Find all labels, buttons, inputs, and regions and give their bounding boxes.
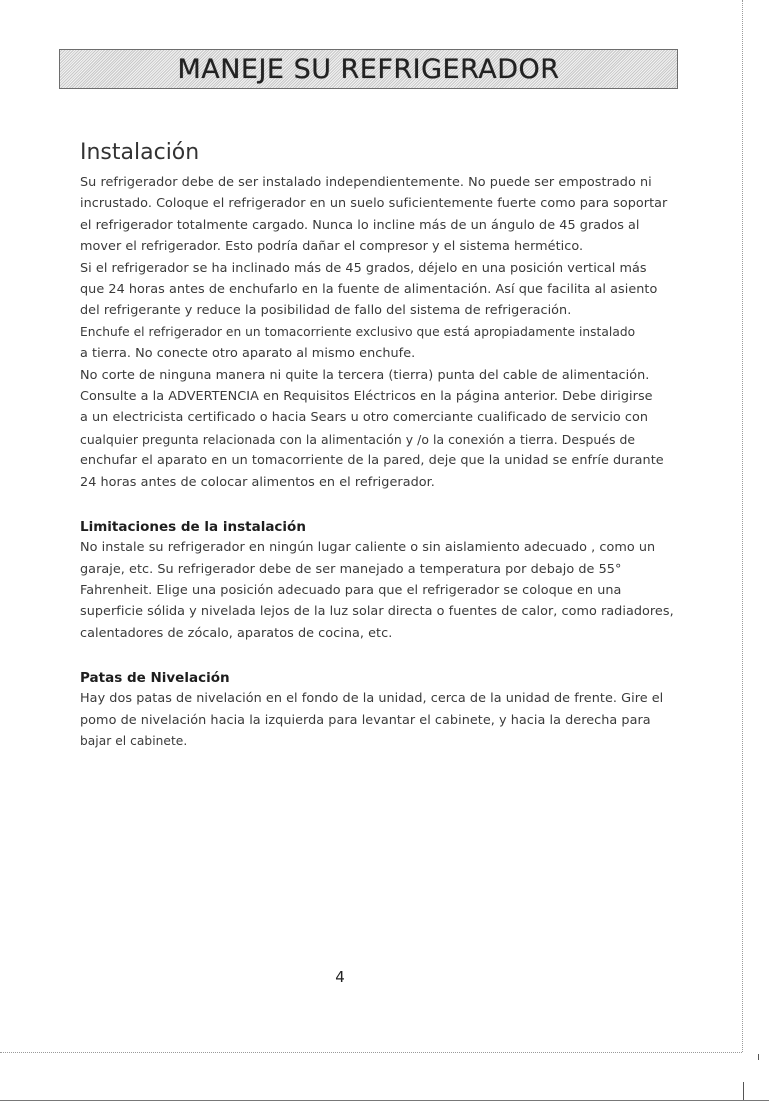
section-heading: Instalación	[80, 140, 200, 165]
section-heading: Limitaciones de la instalación	[80, 519, 306, 536]
text-line: 24 horas antes de colocar alimentos en el refrigerador.	[80, 474, 435, 490]
text-line: calentadores de zócalo, aparatos de cocina, etc.	[80, 625, 393, 641]
text-line: bajar el cabinete.	[80, 733, 188, 748]
text-line: No instale su refrigerador en ningún lugar caliente o sin aislamiento adecuado , como un	[80, 540, 656, 556]
text-line: el refrigerador totalmente cargado. Nunca lo incline más de un ángulo de 45 grados al	[80, 217, 640, 233]
page-edge-right	[742, 0, 743, 1052]
text-line: pomo de nivelación hacia la izquierda para levantar el cabinete, y hacia la derecha para	[80, 712, 651, 728]
text-line: a un electricista certificado o hacia Sears u otro comerciante cualificado de servicio con	[80, 410, 649, 426]
page-edge-bottom	[0, 1052, 742, 1053]
paragraph-leveling	[80, 688, 690, 752]
text-line: enchufar el aparato en un tomacorriente de la pared, deje que la unidad se enfríe durante	[80, 453, 664, 469]
text-line: a tierra. No conecte otro aparato al mismo enchufe.	[80, 346, 416, 362]
document-body	[80, 140, 690, 752]
text-line: superficie sólida y nivelada lejos de la luz solar directa o fuentes de calor, como radiadores,	[80, 604, 674, 620]
section-installation	[80, 140, 690, 493]
text-line: cualquier pregunta relacionada con la alimentación y /o la conexión a tierra. Después de	[80, 431, 636, 447]
page-number: 4	[335, 968, 345, 986]
text-line: que 24 horas antes de enchufarlo en la fuente de alimentación. Así que facilita al asiento	[80, 282, 658, 298]
page-title: MANEJE SU REFRIGERADOR	[177, 53, 560, 85]
text-line: incrustado. Coloque el refrigerador en un suelo suficientemente fuerte como para soportar	[80, 196, 668, 212]
text-line: Su refrigerador debe de ser instalado independientemente. No puede ser empostrado ni	[80, 175, 652, 190]
text-line: garaje, etc. Su refrigerador debe de ser manejado a temperatura por debajo de 55°	[80, 561, 622, 577]
scan-edge-line	[0, 1100, 769, 1101]
text-line: Hay dos patas de nivelación en el fondo de la unidad, cerca de la unidad de frente. Gire el	[80, 691, 664, 707]
text-line: del refrigerante y reduce la posibilidad de fallo del sistema de refrigeración.	[80, 303, 572, 319]
paragraph-installation	[80, 172, 690, 493]
text-line: Si el refrigerador se ha inclinado más de 45 grados, déjelo en una posición vertical más	[80, 260, 647, 276]
text-line: Fahrenheit. Elige una posición adecuado para que el refrigerador se coloque en una	[80, 582, 622, 598]
text-line: Consulte a la ADVERTENCIA en Requisitos Eléctricos en la página anterior. Debe dirigirse	[80, 389, 653, 405]
text-line: mover el refrigerador. Esto podría dañar el compresor y el sistema hermético.	[80, 239, 584, 255]
crop-mark	[743, 1082, 744, 1100]
text-line: Enchufe el refrigerador en un tomacorriente exclusivo que está apropiadamente instalado	[80, 324, 636, 339]
crop-mark	[758, 1054, 759, 1060]
paragraph-limitations	[80, 537, 690, 644]
section-limitations	[80, 517, 690, 644]
text-line: No corte de ninguna manera ni quite la tercera (tierra) punta del cable de alimentación.	[80, 367, 650, 383]
section-heading: Patas de Nivelación	[80, 670, 230, 687]
title-banner	[59, 49, 678, 89]
section-leveling	[80, 668, 690, 752]
